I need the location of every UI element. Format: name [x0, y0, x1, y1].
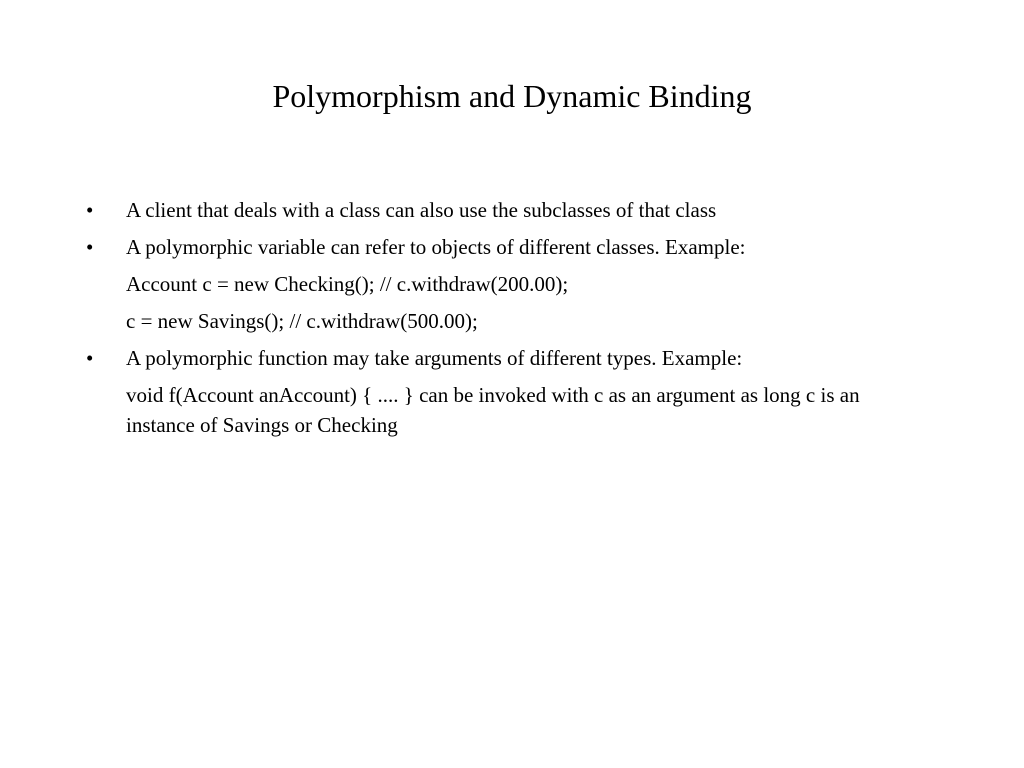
bullet-text-1: A client that deals with a class can also use the subclasses of that class: [126, 198, 717, 222]
bullet-text-3: A polymorphic function may take arguments of different types. Example:: [126, 346, 743, 370]
bullet-icon: •: [86, 235, 94, 259]
example-paragraph: void f(Account anAccount) { .... } can be invoked with c as an argument as long c is an instance of Savings or Checking: [126, 383, 860, 437]
bullet-icon: •: [86, 346, 94, 370]
bullet-icon: •: [86, 198, 94, 222]
bullet-text-2: A polymorphic variable can refer to objects of different classes. Example:: [126, 235, 746, 259]
slide-title: Polymorphism and Dynamic Binding: [272, 78, 752, 114]
code-line-2: c = new Savings(); // c.withdraw(500.00);: [126, 309, 478, 333]
code-line-1: Account c = new Checking(); // c.withdraw(200.00);: [126, 272, 569, 296]
